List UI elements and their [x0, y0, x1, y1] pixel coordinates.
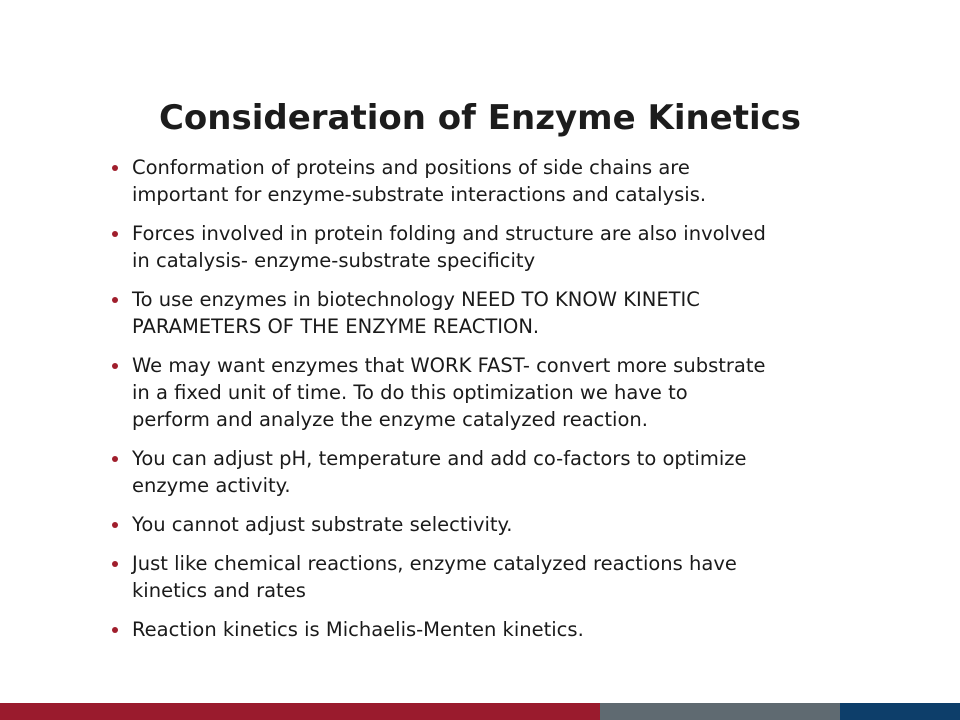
slide-title: Consideration of Enzyme Kinetics [158, 98, 802, 138]
bullet-text-2: Forces involved in protein folding and structure are also involved in catalysis- enzyme-substrate specificity [132, 222, 766, 272]
bullet-dot-icon [112, 456, 118, 462]
bullet-dot-icon [112, 231, 118, 237]
bullet-dot-icon [112, 165, 118, 171]
bullet-dot-icon [112, 522, 118, 528]
bullet-item-6 [112, 511, 912, 538]
bullet-list [112, 154, 912, 655]
bullet-dot-icon [112, 561, 118, 567]
bullet-item-3 [112, 286, 912, 340]
bullet-item-4 [112, 352, 912, 433]
bullet-item-7 [112, 550, 912, 604]
bullet-text-6: You cannot adjust substrate selectivity. [132, 513, 513, 536]
bullet-text-3: To use enzymes in biotechnology NEED TO KNOW KINETIC PARAMETERS OF THE ENZYME REACTION. [132, 288, 700, 338]
bullet-dot-icon [112, 363, 118, 369]
bullet-item-2 [112, 220, 912, 274]
bullet-text-4: We may want enzymes that WORK FAST- convert more substrate in a fixed unit of time. To do this optimization we have to perform and analyze the enzyme catalyzed reaction. [132, 354, 766, 431]
bullet-item-8 [112, 616, 912, 643]
bullet-item-5 [112, 445, 912, 499]
footer-segment-blue [840, 703, 960, 720]
bullet-text-8: Reaction kinetics is Michaelis-Menten kinetics. [132, 618, 584, 641]
footer-bar [0, 703, 960, 720]
bullet-text-1: Conformation of proteins and positions of side chains are important for enzyme-substrate interactions and catalysis. [132, 156, 707, 206]
footer-segment-gray [600, 703, 840, 720]
footer-segment-red [0, 703, 600, 720]
bullet-dot-icon [112, 297, 118, 303]
bullet-dot-icon [112, 627, 118, 633]
bullet-text-5: You can adjust pH, temperature and add co-factors to optimize enzyme activity. [132, 447, 747, 497]
bullet-text-7: Just like chemical reactions, enzyme catalyzed reactions have kinetics and rates [132, 552, 737, 602]
bullet-item-1 [112, 154, 912, 208]
